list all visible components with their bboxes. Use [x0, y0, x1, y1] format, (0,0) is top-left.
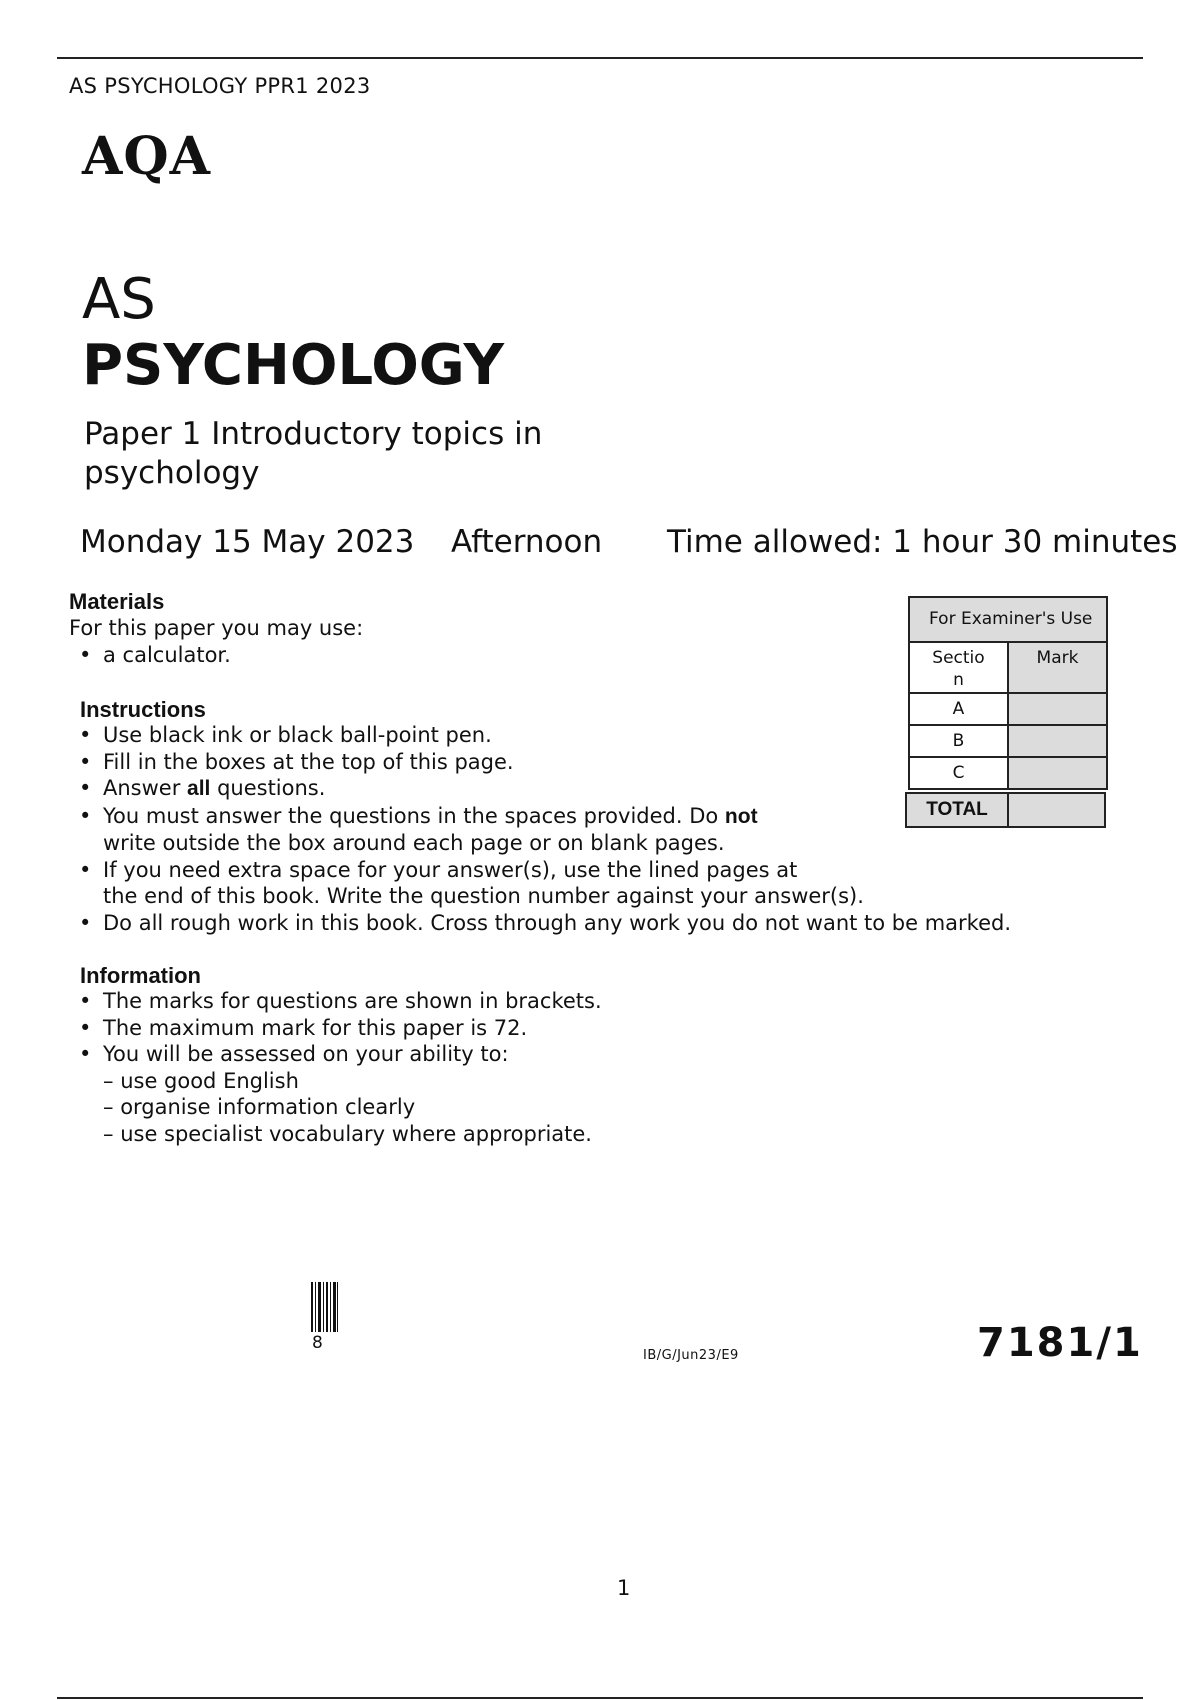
top-rule — [57, 57, 1143, 59]
materials-intro: For this paper you may use: — [69, 616, 364, 640]
materials-section — [69, 615, 363, 668]
aqa-logo: AQA — [82, 126, 211, 187]
list-text: write outside the box around each page or on blank pages. — [103, 831, 725, 855]
list-item: • Do all rough work in this book. Cross through any work you do not want to be marked. — [69, 910, 1011, 937]
list-item: – use good English — [69, 1068, 602, 1095]
instructions-section — [69, 722, 1011, 936]
section-header-line: Sectio — [932, 648, 985, 668]
section-row-label: A — [908, 692, 1009, 726]
examiner-table-title-text: For Examiner's Use — [929, 609, 1093, 629]
information-heading: Information — [80, 963, 201, 988]
reference-code: IB/G/Jun23/E9 — [643, 1348, 739, 1363]
examiner-table-title — [908, 596, 1108, 643]
section-column-header — [908, 641, 1009, 694]
mark-cell — [1007, 692, 1108, 726]
list-item: – use specialist vocabulary where appropriate. — [69, 1121, 602, 1148]
total-label: TOTAL — [905, 792, 1009, 828]
list-item — [69, 857, 1011, 910]
list-item — [69, 775, 1011, 803]
exam-session: Afternoon — [451, 524, 603, 560]
list-item — [69, 803, 1011, 857]
emphasis: not — [724, 804, 758, 828]
mark-cell — [1007, 724, 1108, 758]
list-item: – organise information clearly — [69, 1094, 602, 1121]
total-mark-cell — [1007, 792, 1106, 828]
list-text: questions. — [210, 776, 326, 800]
list-text: You must answer the questions in the spaces provided. Do — [103, 803, 725, 828]
instructions-heading: Instructions — [80, 697, 206, 722]
paper-title: Paper 1 Introductory topics in psychology — [84, 416, 543, 491]
section-row-label: C — [908, 756, 1009, 790]
mark-cell — [1007, 756, 1108, 790]
barcode — [311, 1282, 339, 1332]
assessment-sublist — [69, 1068, 602, 1148]
subject-title: PSYCHOLOGY — [82, 333, 505, 398]
time-allowed: Time allowed: 1 hour 30 minutes — [667, 524, 1178, 560]
list-item: • You will be assessed on your ability to: — [69, 1041, 602, 1068]
emphasis: all — [187, 777, 211, 800]
barcode-number: 8 — [312, 1333, 323, 1353]
information-list — [69, 988, 602, 1068]
qualification-level: AS — [82, 267, 156, 332]
list-item: • Use black ink or black ball-point pen. — [69, 722, 1011, 749]
bottom-rule — [57, 1697, 1143, 1699]
section-header-line: n — [953, 670, 964, 690]
materials-heading: Materials — [69, 589, 165, 614]
section-row-label: B — [908, 724, 1009, 758]
mark-header-text: Mark — [1036, 648, 1079, 668]
materials-list — [69, 642, 363, 669]
list-text: Answer — [103, 776, 188, 800]
list-text: If you need extra space for your answer(s), use the lined pages at — [103, 857, 798, 882]
instructions-list — [69, 722, 1011, 936]
running-header: AS PSYCHOLOGY PPR1 2023 — [69, 74, 371, 98]
paper-code: 7181/1 — [977, 1320, 1143, 1366]
list-item: • Fill in the boxes at the top of this page. — [69, 749, 1011, 776]
list-text: the end of this book. Write the question number against your answer(s). — [103, 884, 864, 908]
mark-column-header — [1007, 641, 1108, 694]
list-item: • The marks for questions are shown in brackets. — [69, 988, 602, 1015]
list-item: • a calculator. — [69, 642, 363, 669]
list-item: • The maximum mark for this paper is 72. — [69, 1015, 602, 1042]
exam-date: Monday 15 May 2023 — [80, 524, 415, 560]
information-section — [69, 988, 602, 1147]
page-number: 1 — [617, 1576, 631, 1600]
